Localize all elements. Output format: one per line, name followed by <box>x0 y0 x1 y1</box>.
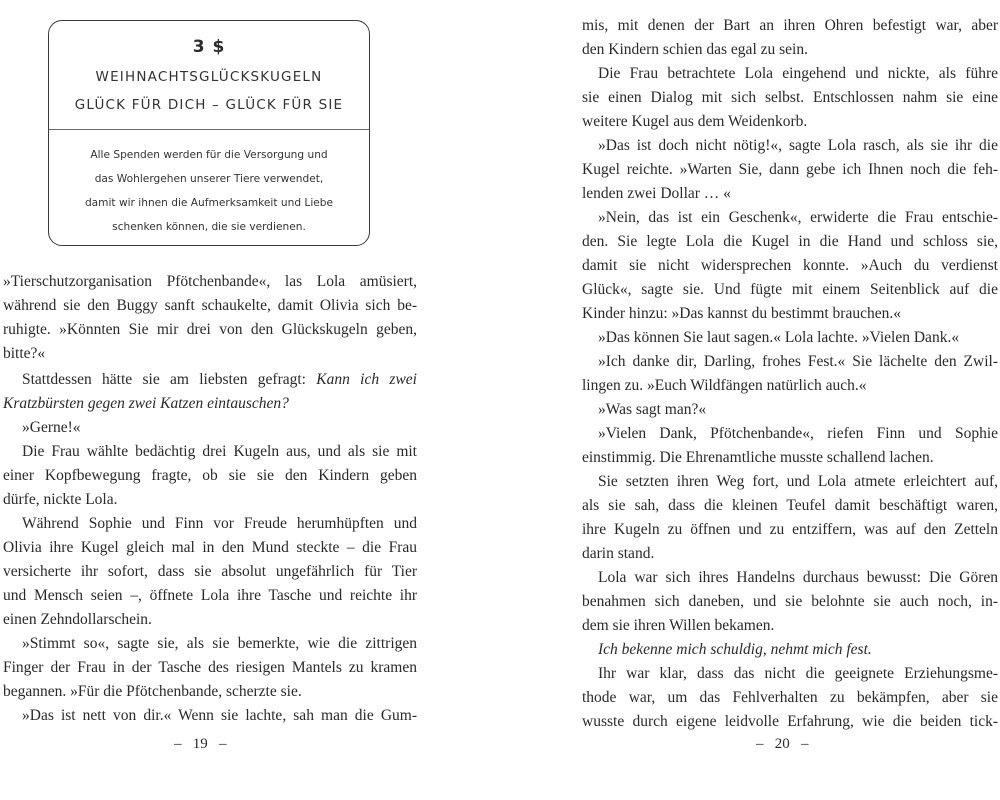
text-line: Kugel reichte. »Warten Sie, dann gebe ich Ihnen noch die feh- <box>582 161 998 178</box>
box-body-line: das Wohlergehen unserer Tiere verwendet, <box>94 173 324 185</box>
text-line: begannen. »Für die Pfötchenbande, scherzte sie. <box>3 683 302 700</box>
text-line: Die Frau wählte bedächtig drei Kugeln aus, und als sie mit <box>22 443 417 460</box>
text-line: einer Kopfbewegung fragte, ob sie sie den Kindern geben <box>3 467 417 484</box>
page-number: – 19 – <box>174 736 227 752</box>
text-line: Sie setzten ihren Weg fort, und Lola atmete erleichtert auf, <box>598 473 998 490</box>
text-line: »Das ist nett von dir.« Wenn sie lachte, sah man die Gum- <box>22 707 417 724</box>
text-line: »Was sagt man?« <box>598 401 707 418</box>
text-line: Finger der Frau in der Tasche des riesigen Mantels zu kramen <box>3 659 417 676</box>
box-body-line: Alle Spenden werden für die Versorgung und <box>90 149 328 161</box>
text-line: »Nein, das ist ein Geschenk«, erwiderte die Frau entschie- <box>598 209 998 226</box>
text-line: Kinder hinzu: »Das kannst du bestimmt brauchen.« <box>582 305 901 322</box>
text-line: ihre Kugeln zu öffnen und zu entziffern, was auf den Zetteln <box>582 521 998 538</box>
box-subtitle: GLÜCK FÜR DICH – GLÜCK FÜR SIE <box>74 97 344 113</box>
text-line: »Das können Sie laut sagen.« Lola lachte. »Vielen Dank.« <box>598 329 960 346</box>
box-title: WEIHNACHTSGLÜCKSKUGELN <box>95 69 323 85</box>
text-line: einstimmig. Die Ehrenamtliche musste schallend lachen. <box>582 449 934 466</box>
text-line: mis, mit denen der Bart an ihren Ohren befestigt war, aber <box>582 17 998 34</box>
text-line: »Tierschutzorganisation Pfötchenbande«, las Lola amüsiert, <box>3 273 417 290</box>
box-body-line: schenken können, die sie verdienen. <box>112 221 306 233</box>
text-line: dürfe, nickte Lola. <box>3 491 118 508</box>
text-line: und Mensch seien –, öffnete Lola ihre Tasche und reichte ihr <box>3 587 417 604</box>
text-segment: Stattdessen hätte sie am liebsten gefragt: <box>22 371 317 388</box>
donation-notice-box <box>48 20 370 246</box>
page-number-value: 20 <box>774 736 790 752</box>
text-line: den. Sie legte Lola die Kugel in die Hand und schloss sie, <box>582 233 998 250</box>
text-line: dem sie ihren Willen bekamen. <box>582 617 775 634</box>
right-page <box>582 0 1000 800</box>
text-line: weitere Kugel aus dem Weidenkorb. <box>582 113 808 130</box>
text-line: Glück«, sagte sie. Und fügte mit einem Seitenblick auf die <box>582 281 998 298</box>
text-line: Die Frau betrachtete Lola eingehend und nickte, als führe <box>598 65 998 82</box>
text-line: damit sie nicht widersprechen konnte. »Auch du verdienst <box>582 257 998 274</box>
text-line: während sie den Buggy sanft schaukelte, damit Olivia sich be- <box>3 297 417 314</box>
text-line: sie einen Dialog mit sich selbst. Entschlossen nahm sie eine <box>582 89 998 106</box>
text-line-italic: Ich bekenne mich schuldig, nehmt mich fest. <box>598 641 872 658</box>
text-line: Olivia ihre Kugel gleich mal in den Mund steckte – die Frau <box>3 539 417 556</box>
text-line-italic: Kratzbürsten gegen zwei Katzen eintauschen? <box>3 395 289 412</box>
text-line: lenden zwei Dollar … « <box>582 185 731 202</box>
text-line: darin stand. <box>582 545 655 562</box>
text-line: den Kindern schien das egal zu sein. <box>582 41 808 58</box>
text-line: ruhigte. »Könnten Sie mir drei von den Glückskugeln geben, <box>3 321 417 338</box>
text-line: einen Zehndollarschein. <box>3 611 152 628</box>
text-line: »Gerne!« <box>22 419 81 436</box>
page-number-value: 19 <box>192 736 208 752</box>
box-divider <box>49 129 369 130</box>
box-body-line: damit wir ihnen die Aufmerksamkeit und Liebe <box>84 197 334 209</box>
box-price: 3 $ <box>192 37 226 57</box>
text-line: thode war, um das Fehlverhalten zu bekämpfen, aber sie <box>582 689 998 706</box>
text-line: »Vielen Dank, Pfötchenbande«, riefen Finn und Sophie <box>598 425 998 442</box>
text-line: lingen zu. »Euch Wildfängen natürlich auch.« <box>582 377 867 394</box>
page-number: – 20 – <box>756 736 809 752</box>
text-line <box>3 368 417 392</box>
left-page <box>0 0 420 800</box>
text-line: wusste durch eigene leidvolle Erfahrung, wie die beiden tick- <box>582 713 998 730</box>
text-line: Ihr war klar, dass das nicht die geeignete Erziehungsme- <box>598 665 998 682</box>
text-line: versicherte ihr sofort, dass sie absolut ungefährlich für Tier <box>3 563 417 580</box>
text-line: benahmen sich daneben, und sie belohnte sie auch noch, in- <box>582 593 998 610</box>
text-line: als sie sah, dass die kleinen Teufel damit beschäftigt waren, <box>582 497 998 514</box>
text-line: »Das ist doch nicht nötig!«, sagte Lola rasch, als sie ihr die <box>598 137 998 154</box>
text-line: Lola war sich ihres Handelns durchaus bewusst: Die Gören <box>598 569 998 586</box>
text-line: Während Sophie und Finn vor Freude herumhüpften und <box>22 515 417 532</box>
italic-phrase: Kann ich zwei <box>316 371 417 388</box>
box-body <box>67 143 351 239</box>
text-line: »Ich danke dir, Darling, frohes Fest.« Sie lächelte den Zwil- <box>598 353 998 370</box>
text-line: »Stimmt so«, sagte sie, als sie bemerkte, wie die zittrigen <box>22 635 417 652</box>
text-line: bitte?« <box>3 345 46 362</box>
